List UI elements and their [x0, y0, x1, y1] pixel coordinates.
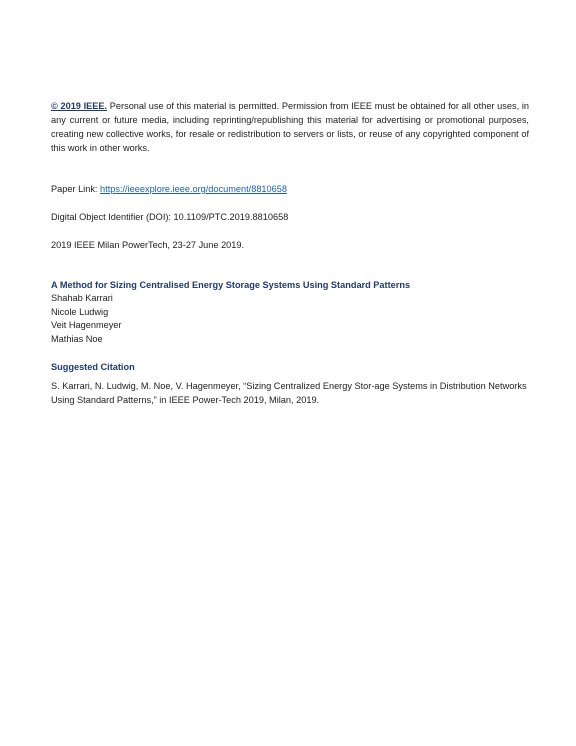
citation-heading: Suggested Citation — [51, 361, 135, 372]
copyright-text: Personal use of this material is permitted. Permission from IEEE must be obtained for all other uses, in any current or future media, including reprinting/republishing this material for advertising or promotional purposes, creating new collective works, for resale or redistribution to servers or lists, or reuse of any copyrighted component of this work in other works. — [51, 101, 529, 153]
doi-line: Digital Object Identifier (DOI): 10.1109/PTC.2019.8810658 — [51, 212, 289, 222]
author-name: Shahab Karrari — [51, 293, 113, 303]
paper-title: A Method for Sizing Centralised Energy Storage Systems Using Standard Patterns — [51, 280, 411, 290]
paper-link[interactable]: https://ieeexplore.ieee.org/document/8810658 — [100, 184, 287, 194]
conference-line: 2019 IEEE Milan PowerTech, 23-27 June 2019. — [51, 240, 245, 250]
author-name: Mathias Noe — [51, 334, 103, 345]
author-name: Nicole Ludwig — [51, 306, 109, 317]
paper-link-line — [51, 182, 529, 196]
citation-text: S. Karrari, N. Ludwig, M. Noe, V. Hagenmeyer, “Sizing Centralized Energy Stor-age Systems in Distribution Networks Using Standard Patterns,” in IEEE Power-Tech 2019, Milan, 2019. — [51, 380, 527, 405]
author-name: Veit Hagenmeyer — [51, 320, 122, 331]
author-list — [51, 292, 529, 347]
copyright-notice — [51, 99, 529, 155]
document-page — [51, 99, 529, 407]
copyright-label: © 2019 IEEE. — [51, 101, 108, 111]
paper-link-label: Paper Link: — [51, 184, 101, 194]
